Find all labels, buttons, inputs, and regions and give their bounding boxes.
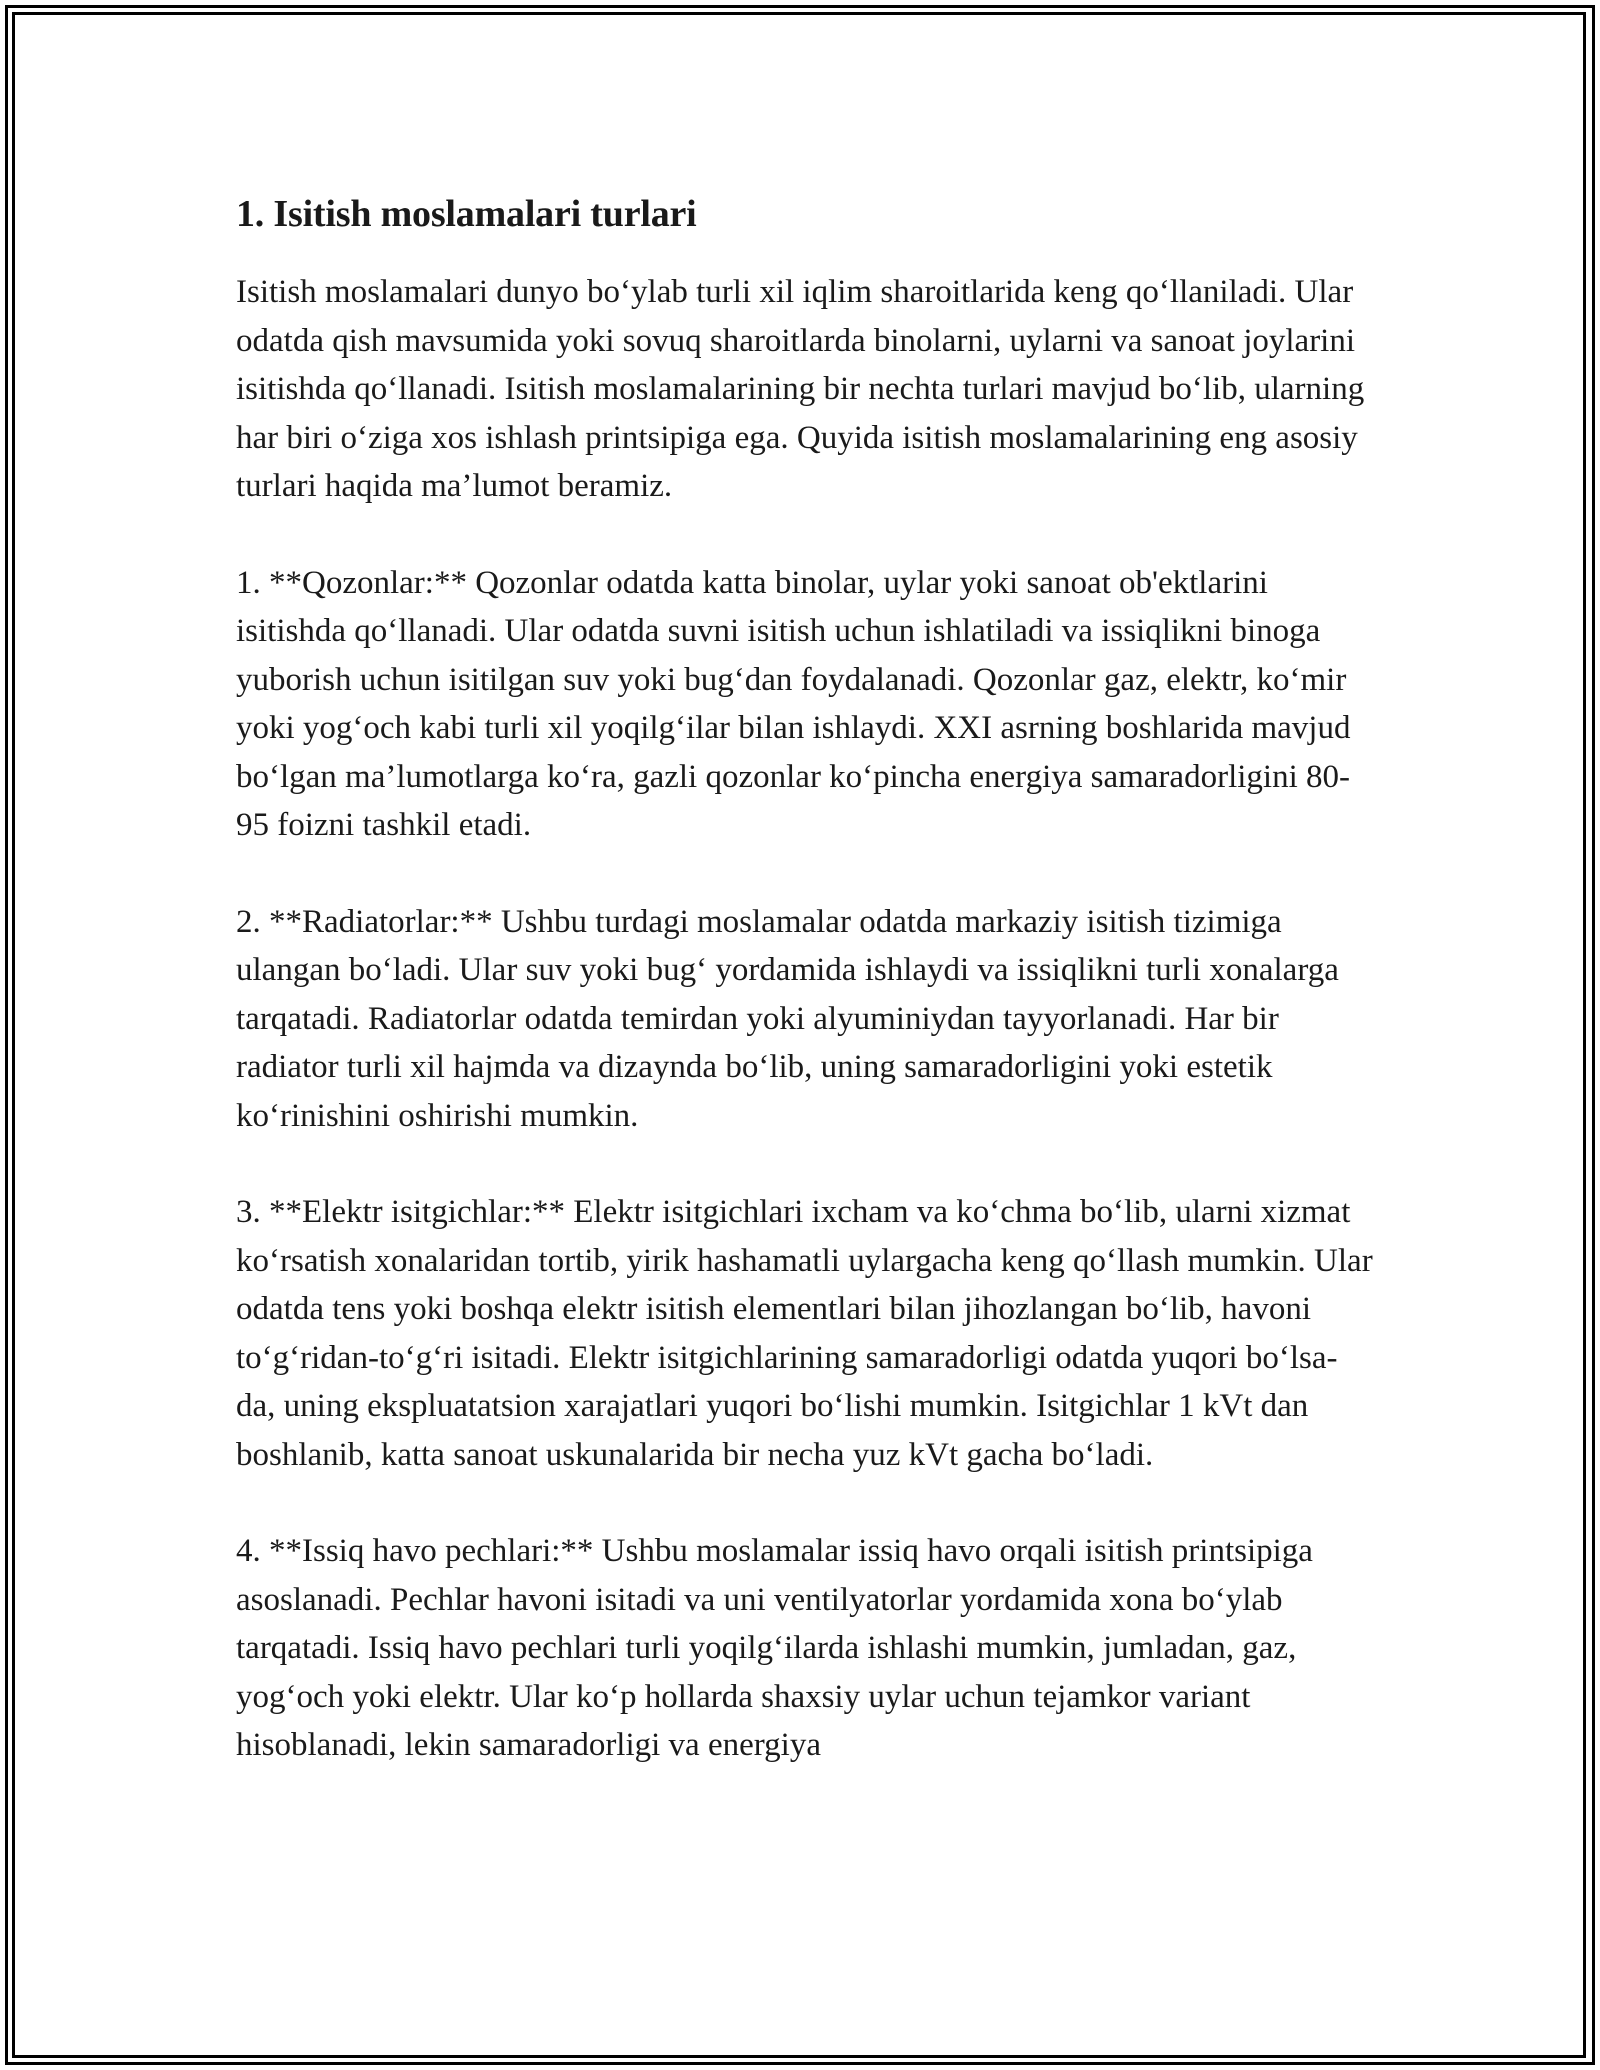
paragraph-hot-air-furnaces: 4. **Issiq havo pechlari:** Ushbu moslamalar issiq havo orqali isitish printsipiga asoslanadi. Pechlar havoni isitadi va uni ventilyatorlar yordamida xona bo‘ylab tarqatadi. Issiq havo pechlari turli yoqilg‘ilarda ishlashi mumkin, jumladan, gaz, yog‘och yoki elektr. Ular ko‘p hollarda shaxsiy uylar uchun tejamkor variant hisoblanadi, lekin samaradorligi va energiya bbox=[236, 1533, 1313, 1763]
intro-paragraph: Isitish moslamalari dunyo bo‘ylab turli xil iqlim sharoitlarida keng qo‘llaniladi. Ular odatda qish mavsumida yoki sovuq sharoitlarda binolarni, uylarni va sanoat joylarini isitishda qo‘llanadi. Isitish moslamalarining bir nechta turlari mavjud bo‘lib, ularning har biri o‘ziga xos ishlash printsipiga ega. Quyida isitish moslamalarining eng asosiy turlari haqida ma’lumot beramiz. bbox=[236, 274, 1365, 504]
section-heading: 1. Isitish moslamalari turlari bbox=[236, 193, 697, 235]
paragraph-electric-heaters: 3. **Elektr isitgichlar:** Elektr isitgichlari ixcham va ko‘chma bo‘lib, ularni xizmat ko‘rsatish xonalaridan tortib, yirik hashamatli uylargacha keng qo‘llash mumkin. Ular odatda tens yoki boshqa elektr isitish elementlari bilan jihozlangan bo‘lib, havoni to‘g‘ridan-to‘g‘ri isitadi. Elektr isitgichlarining samaradorligi odatda yuqori bo‘lsa-da, uning ekspluatatsion xarajatlari yuqori bo‘lishi mumkin. Isitgichlar 1 kVt dan boshlanib, katta sanoat uskunalarida bir necha yuz kVt gacha bo‘ladi. bbox=[236, 1194, 1373, 1473]
paragraph-radiators: 2. **Radiatorlar:** Ushbu turdagi moslamalar odatda markaziy isitish tizimiga ulangan bo‘ladi. Ular suv yoki bug‘ yordamida ishlaydi va issiqlikni turli xonalarga tarqatadi. Radiatorlar odatda temirdan yoki alyuminiydan tayyorlanadi. Har bir radiator turli xil hajmda va dizaynda bo‘lib, uning samaradorligini yoki estetik ko‘rinishini oshirishi mumkin. bbox=[236, 903, 1339, 1134]
paragraph-boilers: 1. **Qozonlar:** Qozonlar odatda katta binolar, uylar yoki sanoat ob'ektlarini isitishda qo‘llanadi. Ular odatda suvni isitish uchun ishlatiladi va issiqlikni binoga yuborish uchun isitilgan suv yoki bug‘dan foydalanadi. Qozonlar gaz, elektr, ko‘mir yoki yog‘och kabi turli xil yoqilg‘ilar bilan ishlaydi. XXI asrning boshlarida mavjud bo‘lgan ma’lumotlarga ko‘ra, gazli qozonlar ko‘pincha energiya samaradorligini 80-95 foizni tashkil etadi. bbox=[236, 564, 1351, 843]
document-body bbox=[236, 186, 1376, 1818]
